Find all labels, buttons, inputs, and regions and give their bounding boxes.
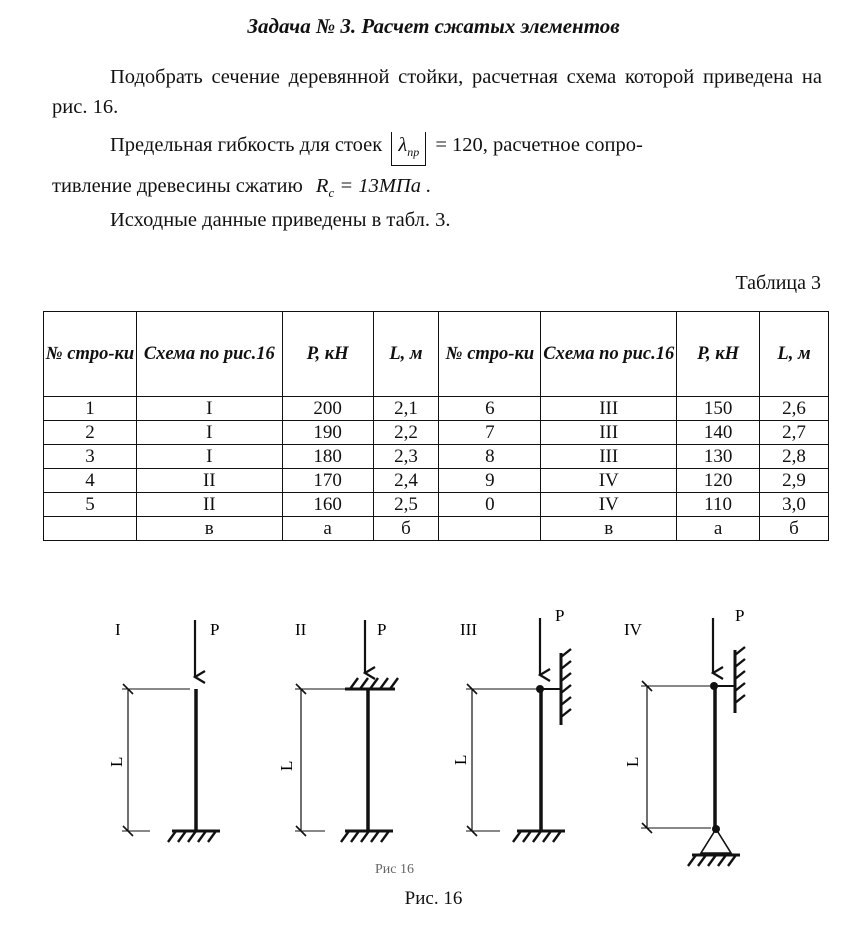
hatch [350, 678, 398, 689]
table-cell: 3 [44, 445, 137, 469]
table-cell: 6 [439, 397, 541, 421]
table-cell: I [136, 397, 282, 421]
table-cell: IV [541, 469, 677, 493]
data-table [43, 311, 829, 541]
table-cell: 110 [677, 493, 760, 517]
table-cell: 140 [677, 421, 760, 445]
table-cell: 170 [282, 469, 373, 493]
load-label-III: P [555, 606, 565, 625]
table-cell: 7 [439, 421, 541, 445]
resistance-symbol: R [315, 175, 329, 197]
hatch [341, 831, 389, 842]
table-cell: 200 [282, 397, 373, 421]
scheme-II [277, 620, 398, 842]
column-schemes-figure [0, 585, 867, 885]
table-cell: 120 [677, 469, 760, 493]
table-cell: 160 [282, 493, 373, 517]
table-cell: 2,4 [373, 469, 439, 493]
load-label-I: P [210, 620, 220, 639]
table-cell: 4 [44, 469, 137, 493]
table-cell: 1 [44, 397, 137, 421]
table-cell: 2,5 [373, 493, 439, 517]
table-row [44, 469, 829, 493]
table-cell [439, 517, 541, 541]
hatch [513, 831, 561, 842]
table-cell: III [541, 445, 677, 469]
table-cell: II [136, 493, 282, 517]
flexibility-value: = 120, расчетное сопро- [435, 134, 643, 156]
table-cell: I [136, 421, 282, 445]
task-title: Задача № 3. Расчет сжатых элементов [247, 14, 620, 38]
table-cell: 2,1 [373, 397, 439, 421]
resistance-value: = 13МПа . [339, 175, 432, 197]
faded-caption: Рис 16 [375, 862, 414, 877]
table-cell: б [760, 517, 829, 541]
table-cell: в [541, 517, 677, 541]
hatch [168, 831, 216, 842]
table-cell: 2,9 [760, 469, 829, 493]
scheme-label-IV: IV [624, 620, 642, 639]
table-cell: 5 [44, 493, 137, 517]
table-cell: а [677, 517, 760, 541]
table-cell: 0 [439, 493, 541, 517]
paragraph-resistance [52, 171, 822, 208]
scheme-III [451, 606, 571, 842]
table-cell: 2 [44, 421, 137, 445]
table-cell: IV [541, 493, 677, 517]
length-label: L [277, 760, 296, 771]
hatch [688, 855, 736, 866]
resistance-text: тивление древесины сжатию [52, 175, 303, 197]
scheme-label-III: III [460, 620, 477, 639]
table-cell: 3,0 [760, 493, 829, 517]
table-cell: 2,3 [373, 445, 439, 469]
header-scheme-2: Схема по рис.16 [541, 312, 677, 397]
table-cell [44, 517, 137, 541]
length-label: L [623, 756, 642, 767]
table-caption: Таблица 3 [735, 272, 821, 294]
resistance-subscript: c [328, 185, 335, 201]
table-cell: II [136, 469, 282, 493]
scheme-I [107, 620, 220, 842]
table-cell: 8 [439, 445, 541, 469]
lambda-formula [391, 132, 426, 166]
table-cell: 180 [282, 445, 373, 469]
table-header-row [44, 312, 829, 397]
table-cell: III [541, 397, 677, 421]
load-label-IV: P [735, 606, 745, 625]
load-label-II: P [377, 620, 387, 639]
header-length: L, м [373, 312, 439, 397]
table-row [44, 493, 829, 517]
table-cell: б [373, 517, 439, 541]
paragraph-flexibility [110, 130, 822, 166]
lambda-subscript: пр [407, 145, 420, 160]
table-cell: 190 [282, 421, 373, 445]
length-label: L [451, 754, 470, 765]
table-cell: I [136, 445, 282, 469]
header-force: P, кН [282, 312, 373, 397]
header-force-2: P, кН [677, 312, 760, 397]
table-cell: 2,7 [760, 421, 829, 445]
table-row [44, 517, 829, 541]
figure-caption: Рис. 16 [404, 888, 463, 909]
flexibility-text: Предельная гибкость для стоек [110, 134, 383, 156]
table-cell: 2,8 [760, 445, 829, 469]
resistance-formula [315, 175, 432, 201]
paragraph-task: Подобрать сечение деревянной стойки, расчетная схема которой приведена на рис. 16. [52, 66, 822, 118]
scheme-label-II: II [295, 620, 307, 639]
table-row [44, 397, 829, 421]
table-cell: 130 [677, 445, 760, 469]
table-row [44, 421, 829, 445]
header-length-2: L, м [760, 312, 829, 397]
table-cell: а [282, 517, 373, 541]
paragraph-data-ref: Исходные данные приведены в табл. 3. [110, 209, 451, 231]
scheme-IV [623, 606, 745, 866]
table-cell: 2,2 [373, 421, 439, 445]
table-cell: 9 [439, 469, 541, 493]
table-cell: в [136, 517, 282, 541]
header-scheme: Схема по рис.16 [136, 312, 282, 397]
table-cell: 2,6 [760, 397, 829, 421]
length-label: L [107, 756, 126, 767]
table-cell: 150 [677, 397, 760, 421]
lambda-symbol: λ [398, 134, 408, 156]
header-row-number-2: № стро-ки [439, 312, 541, 397]
scheme-label-I: I [115, 620, 121, 639]
table-row [44, 445, 829, 469]
table-cell: III [541, 421, 677, 445]
header-row-number: № стро-ки [44, 312, 137, 397]
